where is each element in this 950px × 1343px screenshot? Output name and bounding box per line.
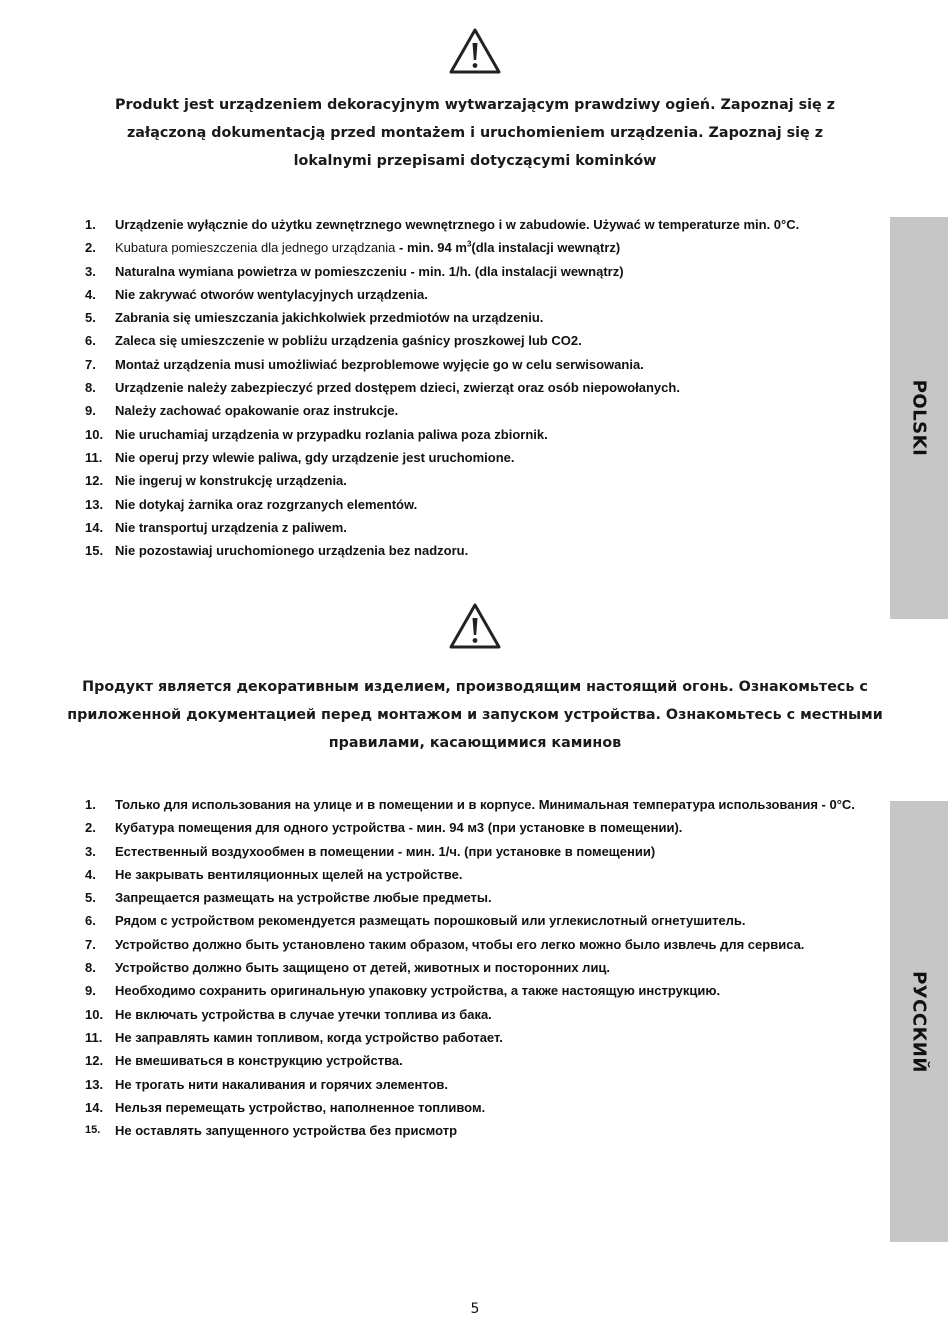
list-item bbox=[0, 1119, 880, 1142]
item-number: 12. bbox=[85, 1053, 104, 1069]
list-item bbox=[0, 493, 880, 516]
item-number: 1. bbox=[85, 797, 96, 812]
list-item bbox=[0, 1003, 880, 1026]
list-item bbox=[0, 213, 880, 236]
language-tab-label: POLSKI bbox=[908, 379, 930, 457]
item-number: 9. bbox=[85, 403, 96, 419]
item-text: (dla instalacji wewnątrz) bbox=[471, 240, 621, 256]
list-item bbox=[0, 236, 880, 259]
item-text: Не заправлять камин топливом, когда устройство работает. bbox=[115, 1029, 503, 1045]
list-item bbox=[0, 399, 880, 422]
list-item bbox=[0, 840, 880, 863]
item-text: Не оставлять запущенного устройства без присмотр bbox=[115, 1123, 458, 1139]
list-item bbox=[0, 956, 880, 979]
item-text: Рядом с устройством рекомендуется размещать порошковый или углекислотный огнетушитель. bbox=[115, 913, 746, 929]
item-text: Естественный воздухообмен в помещении - мин. 1/ч. (при установке в помещении) bbox=[115, 843, 656, 859]
item-number: 10. bbox=[85, 1006, 104, 1022]
item-text: Кубатура помещения для одного устройства - мин. 94 м3 (при установке в помещении). bbox=[115, 820, 683, 836]
item-text: Nie operuj przy wlewie paliwa, gdy urządzenie jest uruchomione. bbox=[115, 449, 515, 465]
item-number: 11. bbox=[85, 449, 103, 465]
item-text: Nie uruchamiaj urządzenia w przypadku rozlania paliwa poza zbiornik. bbox=[115, 426, 548, 442]
list-item bbox=[0, 816, 880, 839]
intro-line: приложенной документацией перед монтажом и запуском устройства. Ознакомьтесь с местными bbox=[67, 707, 883, 723]
list-item bbox=[0, 1096, 880, 1119]
warning-icon-polish bbox=[0, 27, 950, 80]
item-number: 13. bbox=[85, 1076, 104, 1092]
item-number: 14. bbox=[85, 1099, 104, 1115]
russian-intro bbox=[50, 673, 900, 757]
list-item bbox=[0, 516, 880, 539]
item-text: Nie dotykaj żarnika oraz rozgrzanych elementów. bbox=[115, 496, 418, 512]
item-number: 2. bbox=[85, 820, 96, 836]
item-number: 13. bbox=[85, 496, 104, 512]
russian-safety-list bbox=[0, 793, 880, 1142]
item-text: Запрещается размещать на устройстве любые предметы. bbox=[115, 890, 492, 906]
item-text: Нельзя перемещать устройство, наполненное топливом. bbox=[115, 1099, 486, 1115]
intro-line: Продукт является декоративным изделием, производящим настоящий огонь. Ознакомьтесь с bbox=[82, 679, 868, 695]
item-text: Należy zachować opakowanie oraz instrukcje. bbox=[115, 403, 399, 419]
list-item bbox=[0, 353, 880, 376]
item-text: - min. 94 m bbox=[395, 240, 467, 256]
list-item bbox=[0, 863, 880, 886]
list-item bbox=[0, 539, 880, 562]
item-text: Только для использования на улице и в помещении и в корпусе. Минимальная температура использования - 0°C. bbox=[115, 797, 855, 812]
intro-line: правилами, касающимися каминов bbox=[328, 735, 622, 751]
list-item bbox=[0, 933, 880, 956]
intro-line: Produkt jest urządzeniem dekoracyjnym wytwarzającym prawdziwy ogień. Zapoznaj się z bbox=[114, 97, 836, 113]
item-number: 8. bbox=[85, 380, 96, 396]
item-number: 9. bbox=[85, 983, 96, 999]
item-text: Nie zakrywać otworów wentylacyjnych urządzenia. bbox=[115, 286, 428, 302]
item-text: Urządzenie należy zabezpieczyć przed dostępem dzieci, zwierząt oraz osób niepowołanych. bbox=[115, 380, 680, 396]
item-text: Устройство должно быть установлено таким образом, чтобы его легко можно было извлечь для сервиса. bbox=[115, 936, 805, 952]
language-tab-polish bbox=[890, 217, 948, 619]
item-text-light: Kubatura pomieszczenia dla jednego urządzania bbox=[115, 240, 396, 256]
item-text: Zabrania się umieszczania jakichkolwiek przedmiotów na urządzeniu. bbox=[115, 310, 544, 326]
item-number: 10. bbox=[85, 426, 104, 442]
item-text: Необходимо сохранить оригинальную упаковку устройства, а также настоящую инструкцию. bbox=[115, 983, 721, 999]
list-item bbox=[0, 886, 880, 909]
page-number: 5 bbox=[470, 1301, 480, 1317]
polish-intro bbox=[50, 91, 900, 175]
item-number: 5. bbox=[85, 310, 96, 326]
item-number: 6. bbox=[85, 913, 96, 929]
warning-icon-russian bbox=[0, 602, 950, 655]
item-number: 11. bbox=[85, 1029, 103, 1045]
item-text: Zaleca się umieszczenie w pobliżu urządzenia gaśnicy proszkowej lub CO2. bbox=[115, 333, 582, 349]
item-number: 3. bbox=[85, 263, 96, 279]
list-item bbox=[0, 793, 855, 816]
item-text: Не включать устройства в случае утечки топлива из бака. bbox=[115, 1006, 492, 1022]
list-item bbox=[0, 376, 880, 399]
list-item bbox=[0, 306, 880, 329]
item-number: 3. bbox=[85, 843, 96, 859]
item-text: Не трогать нити накаливания и горячих элементов. bbox=[115, 1076, 449, 1092]
list-item bbox=[0, 1073, 880, 1096]
item-text: Nie transportuj urządzenia z paliwem. bbox=[115, 519, 347, 535]
item-number: 8. bbox=[85, 960, 96, 976]
list-item bbox=[0, 329, 880, 352]
list-item bbox=[0, 979, 880, 1002]
item-text: Nie pozostawiaj uruchomionego urządzenia bez nadzoru. bbox=[115, 543, 469, 559]
item-number: 7. bbox=[85, 356, 96, 372]
item-text: Montaż urządzenia musi umożliwiać bezproblemowe wyjęcie go w celu serwisowania. bbox=[115, 356, 644, 372]
list-item bbox=[0, 469, 880, 492]
item-number: 4. bbox=[85, 286, 96, 302]
language-tab-russian bbox=[890, 801, 948, 1242]
list-item bbox=[0, 446, 880, 469]
superscript: 3 bbox=[466, 239, 472, 249]
item-text: Urządzenie wyłącznie do użytku zewnętrznego wewnętrznego i w zabudowie. Używać w temperaturze min. 0°C. bbox=[115, 217, 800, 232]
item-number: 15. bbox=[85, 543, 104, 559]
item-text: Nie ingeruj w konstrukcję urządzenia. bbox=[115, 473, 347, 489]
item-number: 12. bbox=[85, 473, 104, 489]
item-text: Naturalna wymiana powietrza w pomieszczeniu - min. 1/h. (dla instalacji wewnątrz) bbox=[115, 263, 624, 279]
list-item bbox=[0, 283, 880, 306]
item-number: 14. bbox=[85, 519, 104, 535]
item-number: 1. bbox=[85, 217, 96, 232]
language-tab-label: РУССКИЙ bbox=[908, 970, 930, 1073]
item-number: 15. bbox=[85, 1124, 101, 1137]
intro-line: załączoną dokumentacją przed montażem i uruchomieniem urządzenia. Zapoznaj się z bbox=[126, 125, 824, 141]
list-item bbox=[0, 1026, 880, 1049]
item-text: Не закрывать вентиляционных щелей на устройстве. bbox=[115, 866, 463, 882]
list-item bbox=[0, 1049, 880, 1072]
item-number: 6. bbox=[85, 333, 96, 349]
polish-safety-list bbox=[0, 213, 880, 562]
item-number: 2. bbox=[85, 240, 96, 256]
item-number: 7. bbox=[85, 936, 96, 952]
item-number: 5. bbox=[85, 890, 96, 906]
item-text: Устройство должно быть защищено от детей, животных и посторонних лиц. bbox=[115, 960, 611, 976]
item-text: Не вмешиваться в конструкцию устройства. bbox=[115, 1053, 403, 1069]
item-number: 4. bbox=[85, 866, 96, 882]
list-item bbox=[0, 423, 880, 446]
list-item bbox=[0, 260, 880, 283]
intro-line: lokalnymi przepisami dotyczącymi kominków bbox=[293, 153, 657, 169]
list-item bbox=[0, 909, 880, 932]
